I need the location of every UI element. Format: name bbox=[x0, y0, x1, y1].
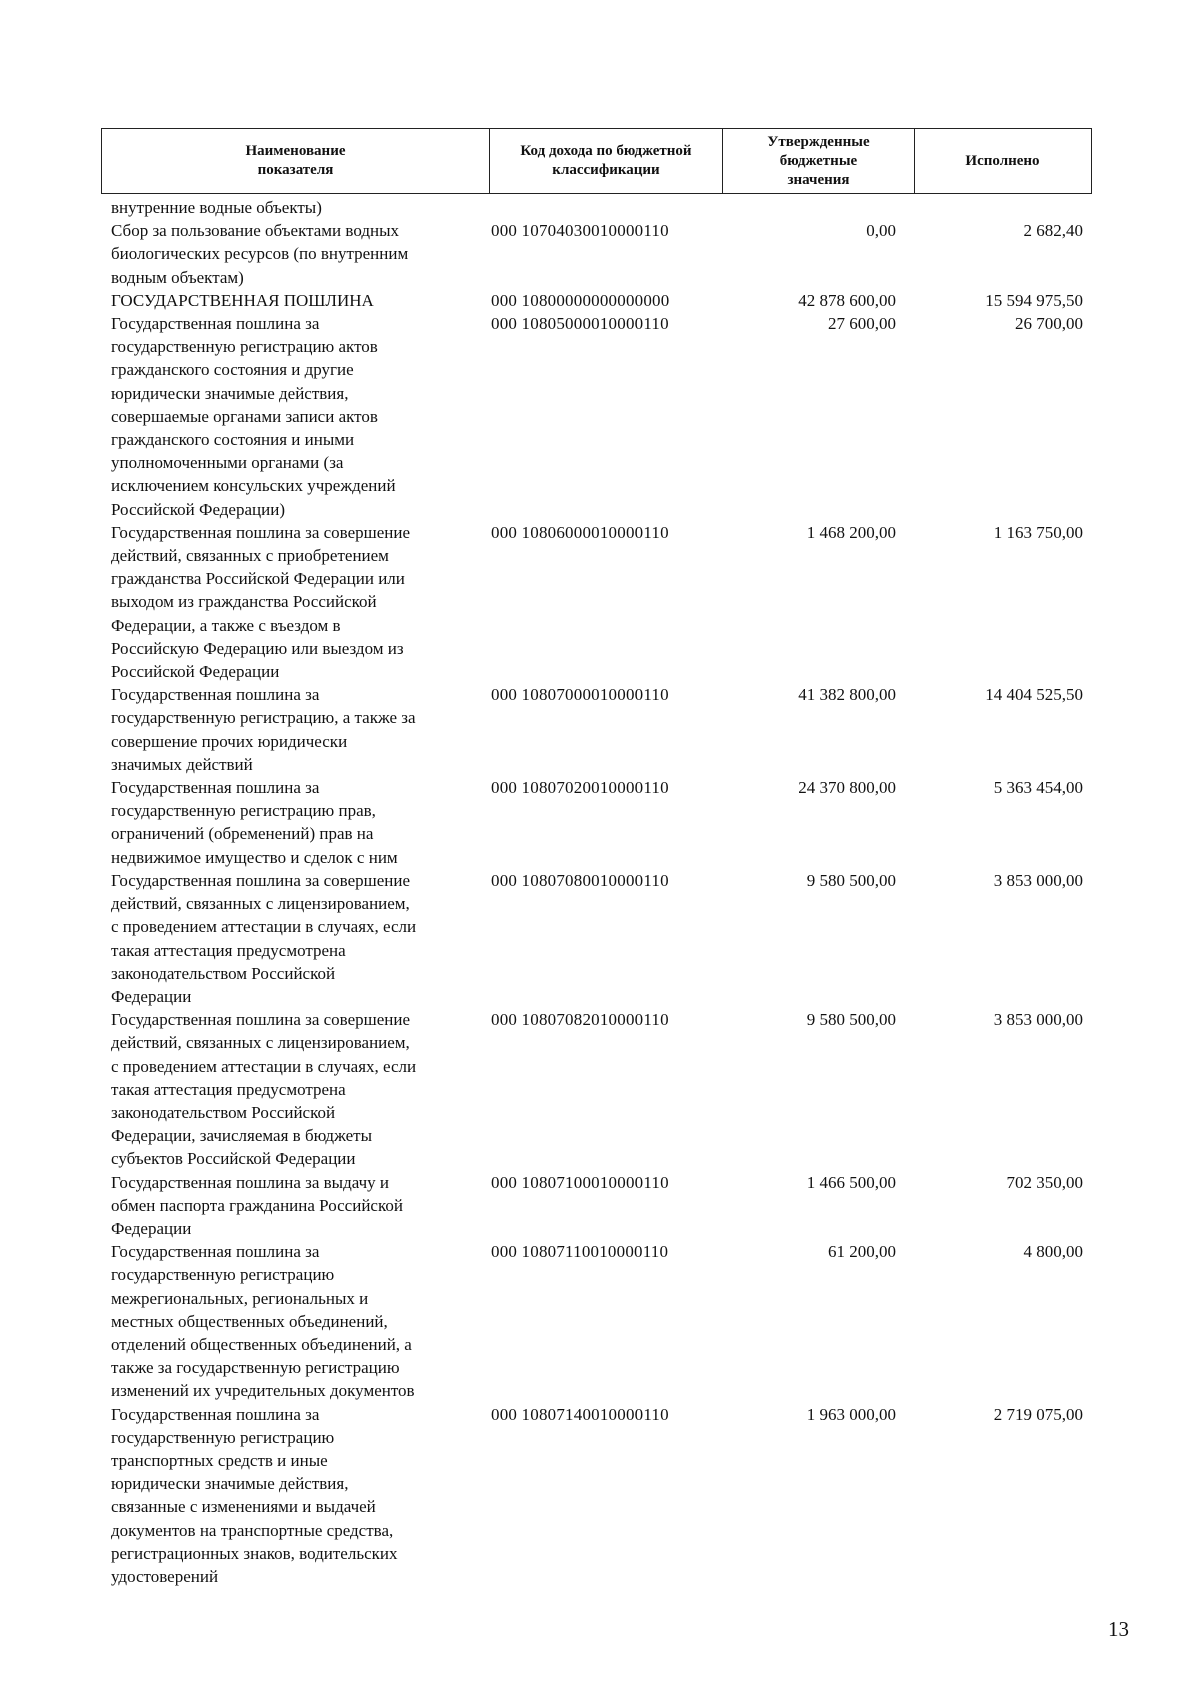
table-row bbox=[111, 776, 1111, 869]
row-name-line: Федерации bbox=[111, 1218, 192, 1238]
table-row bbox=[111, 1403, 1111, 1589]
row-name-line: уполномоченными органами (за bbox=[111, 453, 344, 473]
header-plan-line: значения bbox=[787, 171, 850, 188]
row-plan-cell: 1 466 500,00 bbox=[806, 1172, 896, 1192]
table-header bbox=[101, 128, 1092, 194]
row-exec-cell: 14 404 525,50 bbox=[985, 685, 1083, 705]
header-name-column bbox=[102, 129, 490, 193]
row-name-line: действий, связанных с приобретением bbox=[111, 546, 389, 566]
table-row bbox=[111, 683, 1111, 776]
header-plan-column bbox=[723, 129, 915, 193]
table-row bbox=[111, 1008, 1111, 1170]
table-row bbox=[111, 312, 1111, 521]
row-code-cell: 000 10807000010000110 bbox=[491, 685, 669, 705]
row-name-line: законодательством Российской bbox=[111, 1102, 336, 1122]
header-name-line: Наименование bbox=[245, 143, 346, 159]
row-name-cell bbox=[111, 521, 491, 683]
row-code-cell: 000 10806000010000110 bbox=[491, 522, 669, 542]
row-name-line: действий, связанных с лицензированием, bbox=[111, 1033, 410, 1053]
row-exec-cell: 1 163 750,00 bbox=[993, 522, 1083, 542]
row-name-line: Российскую Федерацию или выездом из bbox=[111, 638, 404, 658]
row-name-line: Государственная пошлина за bbox=[111, 1404, 320, 1424]
row-name-line: юридически значимые действия, bbox=[111, 383, 349, 403]
row-name-cell bbox=[111, 776, 491, 869]
row-name-line: государственную регистрацию bbox=[111, 1427, 335, 1447]
row-exec-cell: 3 853 000,00 bbox=[993, 1010, 1083, 1030]
row-name-line: гражданства Российской Федерации или bbox=[111, 569, 405, 589]
row-code-cell: 000 10704030010000110 bbox=[491, 221, 669, 241]
page-number: 13 bbox=[1108, 1617, 1129, 1641]
row-name-line: субъектов Российской Федерации bbox=[111, 1149, 356, 1169]
row-plan-cell: 41 382 800,00 bbox=[798, 685, 896, 705]
row-exec-cell: 5 363 454,00 bbox=[993, 778, 1083, 798]
row-name-line: юридически значимые действия, bbox=[111, 1474, 349, 1494]
row-name-cell bbox=[111, 1008, 491, 1170]
row-exec-cell: 3 853 000,00 bbox=[993, 870, 1083, 890]
row-name-line: Сбор за пользование объектами водных bbox=[111, 221, 399, 241]
row-name-line: государственную регистрацию bbox=[111, 1265, 335, 1285]
row-code-cell: 000 10807080010000110 bbox=[491, 870, 669, 890]
header-plan-line: бюджетные bbox=[779, 152, 858, 169]
row-name-line: с проведением аттестации в случаях, если bbox=[111, 917, 417, 937]
header-exec-column bbox=[915, 129, 1090, 193]
row-name-line: регистрационных знаков, водительских bbox=[111, 1543, 398, 1563]
row-name-line: изменений их учредительных документов bbox=[111, 1381, 415, 1401]
row-name-line: Федерации bbox=[111, 986, 192, 1006]
row-name-line: значимых действий bbox=[111, 754, 253, 774]
row-name-cell bbox=[111, 683, 491, 776]
row-name-line: гражданского состояния и иными bbox=[111, 430, 355, 450]
header-code-line: Код дохода по бюджетной bbox=[520, 143, 692, 159]
row-name-line: действий, связанных с лицензированием, bbox=[111, 894, 410, 914]
row-name-cell bbox=[111, 312, 491, 521]
row-plan-cell bbox=[711, 196, 896, 219]
row-plan-cell: 1 963 000,00 bbox=[806, 1404, 896, 1424]
row-code-cell: 000 10800000000000000 bbox=[491, 290, 670, 310]
row-code-cell: 000 10807082010000110 bbox=[491, 1010, 669, 1030]
row-name-line: Государственная пошлина за совершение bbox=[111, 522, 411, 542]
row-code-cell bbox=[491, 196, 711, 219]
row-name-line: государственную регистрацию прав, bbox=[111, 801, 376, 821]
row-name-line: внутренние водные объекты) bbox=[111, 198, 322, 217]
row-name-line: Государственная пошлина за bbox=[111, 685, 320, 705]
row-name-line: Государственная пошлина за совершение bbox=[111, 870, 411, 890]
header-exec-label: Исполнено bbox=[965, 152, 1040, 169]
row-name-line: исключением консульских учреждений bbox=[111, 476, 396, 496]
row-code-cell: 000 10807110010000110 bbox=[491, 1242, 669, 1262]
table-row bbox=[111, 869, 1111, 1008]
table-row bbox=[111, 1171, 1111, 1241]
row-name-line: обмен паспорта гражданина Российской bbox=[111, 1195, 403, 1215]
row-name-line: Государственная пошлина за выдачу и bbox=[111, 1172, 389, 1192]
row-name-line: законодательством Российской bbox=[111, 963, 336, 983]
row-name-line: связанные с изменениями и выдачей bbox=[111, 1497, 376, 1517]
row-name-line: водным объектам) bbox=[111, 267, 244, 287]
row-code-cell: 000 10807100010000110 bbox=[491, 1172, 669, 1192]
row-exec-cell: 26 700,00 bbox=[1015, 314, 1083, 334]
row-exec-cell: 2 682,40 bbox=[1023, 221, 1083, 241]
header-plan-line: Утвержденные bbox=[767, 133, 870, 150]
row-name-line: Государственная пошлина за bbox=[111, 1242, 320, 1262]
table-row bbox=[111, 1240, 1111, 1402]
row-exec-cell: 4 800,00 bbox=[1023, 1242, 1083, 1262]
row-code-cell: 000 10807020010000110 bbox=[491, 778, 669, 798]
row-name-line: также за государственную регистрацию bbox=[111, 1358, 400, 1378]
row-exec-cell: 702 350,00 bbox=[1006, 1172, 1083, 1192]
row-name-line: документов на транспортные средства, bbox=[111, 1520, 394, 1540]
row-name-line: отделений общественных объединений, а bbox=[111, 1334, 412, 1354]
table-row bbox=[111, 196, 1111, 219]
row-exec-cell bbox=[896, 196, 1083, 219]
row-name-line: государственную регистрацию, а также за bbox=[111, 708, 416, 728]
row-name-line: такая аттестация предусмотрена bbox=[111, 940, 346, 960]
row-name-line: транспортных средств и иные bbox=[111, 1450, 328, 1470]
row-name-line: недвижимое имущество и сделок с ним bbox=[111, 847, 398, 867]
row-name-line: такая аттестация предусмотрена bbox=[111, 1079, 346, 1099]
row-name-cell bbox=[111, 869, 491, 1008]
row-name-cell bbox=[111, 196, 491, 219]
row-name-line: Российской Федерации) bbox=[111, 499, 285, 519]
row-plan-cell: 9 580 500,00 bbox=[806, 870, 896, 890]
row-exec-cell: 2 719 075,00 bbox=[993, 1404, 1083, 1424]
row-name-line: биологических ресурсов (по внутренним bbox=[111, 244, 409, 264]
table-row bbox=[111, 521, 1111, 683]
row-code-cell: 000 10807140010000110 bbox=[491, 1404, 669, 1424]
header-code-column bbox=[490, 129, 723, 193]
row-plan-cell: 24 370 800,00 bbox=[798, 778, 896, 798]
row-name-line: межрегиональных, региональных и bbox=[111, 1288, 369, 1308]
row-name-line: Государственная пошлина за bbox=[111, 314, 320, 334]
row-plan-cell: 0,00 bbox=[866, 221, 896, 241]
row-name-line: совершение прочих юридически bbox=[111, 731, 348, 751]
row-plan-cell: 61 200,00 bbox=[828, 1242, 896, 1262]
row-code-cell: 000 10805000010000110 bbox=[491, 314, 669, 334]
row-name-line: ГОСУДАРСТВЕННАЯ ПОШЛИНА bbox=[111, 290, 374, 310]
row-name-line: совершаемые органами записи актов bbox=[111, 406, 378, 426]
row-name-line: Федерации, зачисляемая в бюджеты bbox=[111, 1126, 372, 1146]
row-plan-cell: 9 580 500,00 bbox=[806, 1010, 896, 1030]
row-name-cell bbox=[111, 289, 491, 312]
row-name-line: местных общественных объединений, bbox=[111, 1311, 388, 1331]
row-name-line: Российской Федерации bbox=[111, 662, 280, 682]
row-name-line: выходом из гражданства Российской bbox=[111, 592, 377, 612]
row-name-line: Государственная пошлина за bbox=[111, 778, 320, 798]
row-name-cell bbox=[111, 219, 491, 289]
table-row bbox=[111, 289, 1111, 312]
row-name-cell bbox=[111, 1171, 491, 1241]
header-name-line: показателя bbox=[257, 162, 334, 178]
row-name-line: ограничений (обременений) прав на bbox=[111, 824, 374, 844]
row-name-line: удостоверений bbox=[111, 1566, 219, 1586]
table-body bbox=[111, 196, 1111, 1588]
row-plan-cell: 1 468 200,00 bbox=[806, 522, 896, 542]
row-name-line: государственную регистрацию актов bbox=[111, 337, 378, 357]
row-name-cell bbox=[111, 1403, 491, 1589]
header-code-line: классификации bbox=[552, 162, 660, 178]
row-name-line: гражданского состояния и другие bbox=[111, 360, 354, 380]
row-name-line: Государственная пошлина за совершение bbox=[111, 1010, 411, 1030]
table-row bbox=[111, 219, 1111, 289]
row-name-line: с проведением аттестации в случаях, если bbox=[111, 1056, 417, 1076]
row-exec-cell: 15 594 975,50 bbox=[985, 290, 1083, 310]
row-plan-cell: 27 600,00 bbox=[828, 314, 896, 334]
row-plan-cell: 42 878 600,00 bbox=[798, 290, 896, 310]
row-name-cell bbox=[111, 1240, 491, 1402]
row-name-line: Федерации, а также с въездом в bbox=[111, 615, 341, 635]
